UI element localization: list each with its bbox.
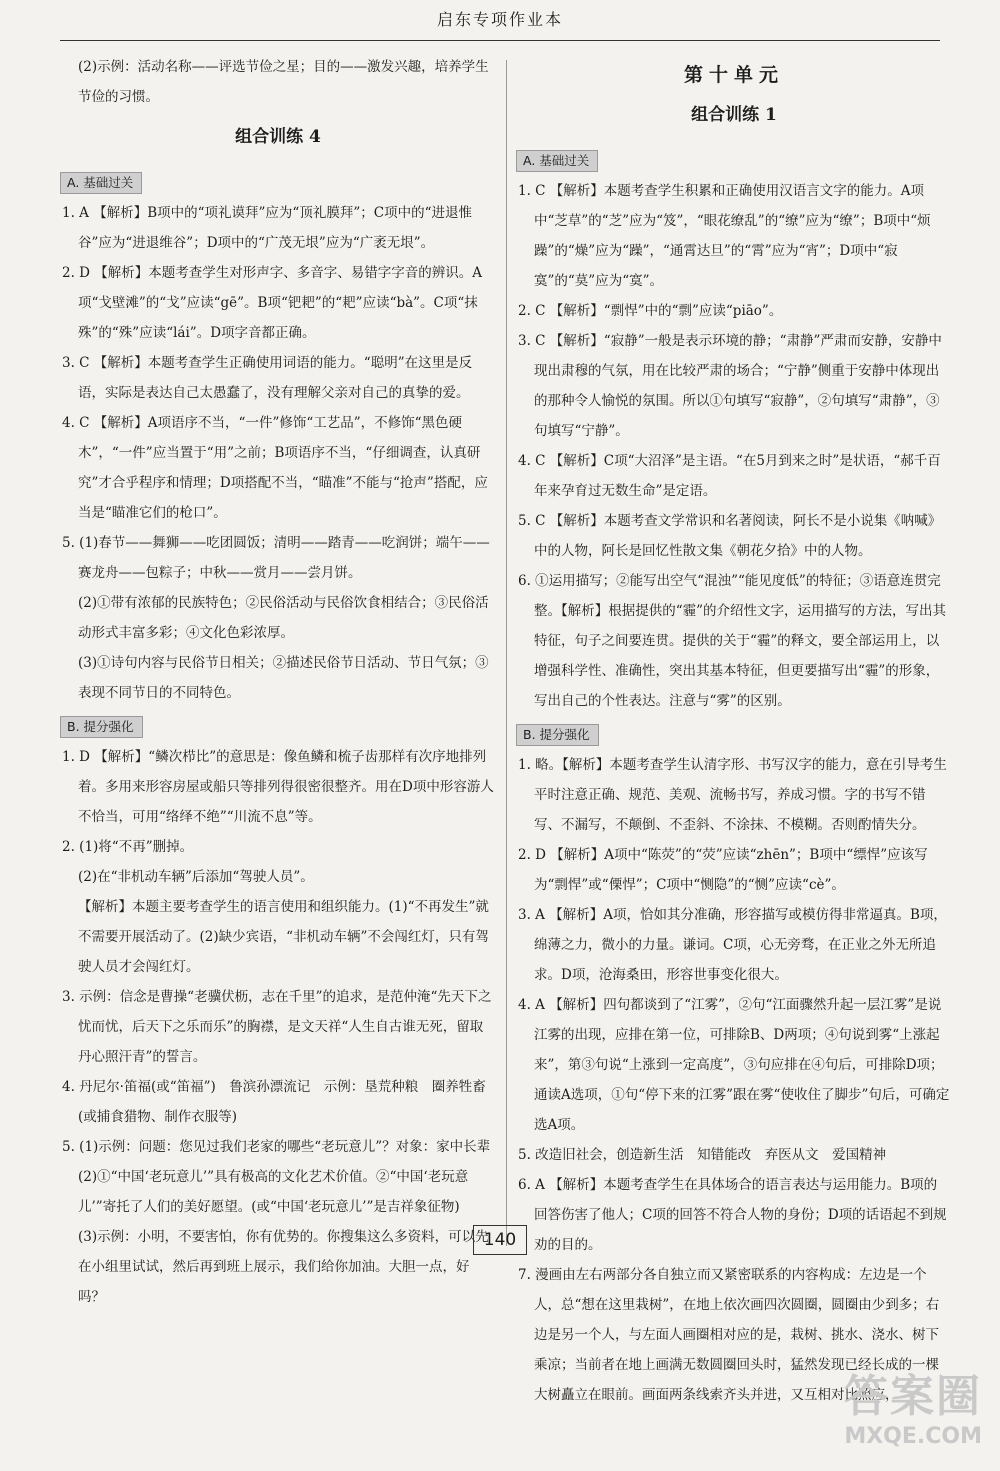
answer-item: 3. 示例：信念是曹操“老骥伏枥，志在千里”的追求，是范仲淹“先天下之忧而忧，后天下之乐而乐”的胸襟，是文天祥“人生自古谁无死，留取丹心照汗青”的誓言。	[62, 989, 492, 1065]
answer-item: 4. C 【解析】C项“大沼泽”是主语。“在5月到来之时”是状语，“郝千百年来孕育过无数生命”是定语。	[518, 453, 941, 499]
answer-item: 4. 丹尼尔·笛福(或“笛福”) 鲁滨孙漂流记 示例：垦荒种粮 圈养牲畜(或捕食猎物、制作衣服等)	[62, 1079, 486, 1125]
watermark-logo: 答案圈	[844, 1371, 982, 1422]
header-rule	[60, 40, 940, 41]
answer-item: 1. 略。【解析】本题考查学生认清字形、书写汉字的能力，意在引导考生平时注意正确、规范、美观、流畅书写，养成习惯。字的书写不错写、不漏写，不颠倒、不歪斜、不涂抹、不模糊。否则酌情失分。	[518, 757, 947, 833]
page-number: 140	[473, 1225, 527, 1255]
answer-analysis: 【解析】本题主要考查学生的语言使用和组织能力。(1)“不再发生”就不需要开展活动了。(2)缺少宾语，“非机动车辆”不会闯红灯，只有驾驶人员才会闯红灯。	[78, 899, 489, 975]
answer-item: 2. C 【解析】“剽悍”中的“剽”应读“piāo”。	[518, 303, 783, 319]
answer-item: 2. (1)将“不再”删掉。	[62, 839, 194, 855]
answer-item: 7. 漫画由左右两部分各自独立而又紧密联系的内容构成：左边是一个人，总“想在这里栽树”，在地上依次画四次圆圈，圆圈由少到多；右边是另一个人，与左面人画圈相对应的是，栽树、挑水、浇水、树下乘凉；当前者在地上画满无数圆圈回头时，猛然发现已经长成的一棵大树矗立在眼前。画面两条线索齐头并进，又互相对比照应，	[518, 1267, 940, 1403]
answer-item: 4. A 【解析】四句都谈到了“江雾”，②句“江面骤然升起一层江雾”是说江雾的出现，应排在第一位，可排除B、D两项；④句说到雾“上涨起来”，第③句说“上涨到一定高度”，③句应排在④句后，可排除D项；通读A选项，①句“停下来的江雾”跟在雾“使收住了脚步”句后，可确定选A项。	[518, 997, 950, 1133]
answer-item: 4. C 【解析】A项语序不当，“一件”修饰“工艺品”，不修饰“黑色硬木”，“一件”应当置于“用”之前；B项语序不当，“仔细调查，认真研究”才合乎程序和情理；D项搭配不当，“瞄准”不能与“抢声”搭配，应当是“瞄准它们的枪口”。	[62, 415, 488, 521]
intro-text: (2)示例：活动名称——评选节俭之星；目的——激发兴趣，培养学生节俭的习惯。	[78, 59, 489, 105]
answer-item: 1. A 【解析】B项中的“项礼谟拜”应为“顶礼膜拜”；C项中的“进退惟谷”应为“进退维谷”；D项中的“广茂无垠”应为“广袤无垠”。	[62, 205, 472, 251]
watermark-url: MXQE.COM	[844, 1424, 982, 1449]
answer-item: 3. A 【解析】A项，恰如其分准确，形容描写或模仿得非常逼真。B项，绵薄之力，微小的力量。谦词。C项，心无旁骛，在正业之外无所追求。D项，沧海桑田，形容世事变化很大。	[518, 907, 947, 983]
column-divider	[506, 60, 507, 1246]
watermark	[844, 1360, 982, 1449]
answer-item: 2. D 【解析】本题考查学生对形声字、多音字、易错字字音的辨识。A项“戈壁滩”的“戈”应读“gē”。B项“钯耙”的“耙”应读“bà”。C项“抹殊”的“殊”应读“lái”。D项字音都正确。	[62, 265, 483, 341]
answer-item: 6. A 【解析】本题考查学生在具体场合的语言表达与运用能力。B项的回答伤害了他人；C项的回答不符合人物的身份；D项的话语起不到规劝的目的。	[518, 1177, 947, 1253]
left-column	[62, 52, 494, 1312]
tag-basic-right: A. 基础过关	[516, 150, 598, 172]
tag-advanced-right: B. 提分强化	[516, 724, 599, 746]
answer-item: 3. C 【解析】本题考查学生正确使用词语的能力。“聪明”在这里是反语，实际是表达自己太愚蠢了，没有理解父亲对自己的真挚的爱。	[62, 355, 473, 401]
answer-item: 5. 改造旧社会，创造新生活 知错能改 弃医从文 爱国精神	[518, 1147, 887, 1163]
page-footer	[0, 1225, 1000, 1255]
answer-sub: (3)示例：小明，不要害怕，你有优势的。你搜集这么多资料，可以先在小组里试试，然后再到班上展示，我们给你加油。大胆一点，好吗？	[78, 1229, 489, 1305]
answer-item: 6. ①运用描写；②能写出空气“混浊”“能见度低”的特征；③语意连贯完整。【解析】根据提供的“霾”的介绍性文字，运用描写的方法，写出其特征，句子之间要连贯。提供的关于“霾”的释文，要全部运用上，以增强科学性、准确性，突出其基本特征，但更要描写出“霾”的形象，写出自己的个性表达。注意与“雾”的区别。	[518, 573, 947, 709]
right-column	[518, 52, 950, 1410]
answer-item: 5. (1)春节——舞狮——吃团圆饭；清明——踏青——吃润饼；端午——赛龙舟——包粽子；中秋——赏月——尝月饼。	[62, 535, 490, 581]
header-title: 启东专项作业本	[436, 10, 563, 29]
answer-sub: (3)①诗句内容与民俗节日相关；②描述民俗节日活动、节日气氛；③表现不同节日的不同特色。	[78, 655, 489, 701]
answer-item: 3. C 【解析】“寂静”一般是表示环境的静；“肃静”严肃而安静，安静中现出肃穆的气氛，用在比较严肃的场合；“宁静”侧重于安静中体现出的那种令人愉悦的氛围。所以①句填写“寂静”，②句填写“肃静”，③句填写“宁静”。	[518, 333, 942, 439]
unit-title: 第十单元	[683, 64, 784, 86]
answer-item: 5. (1)示例：问题：您见过我们老家的哪些“老玩意儿”？对象：家中长辈	[62, 1139, 491, 1155]
answer-item: 2. D 【解析】A项中“陈荧”的“荧”应读“zhēn”；B项中“缥悍”应该写为“剽悍”或“傈悍”；C项中“恻隐”的“恻”应读“cè”。	[518, 847, 928, 893]
answer-sub: (2)①带有浓郁的民族特色；②民俗活动与民俗饮食相结合；③民俗活动形式丰富多彩；④文化色彩浓厚。	[78, 595, 489, 641]
answer-sub: (2)在“非机动车辆”后添加“驾驶人员”。	[78, 869, 314, 885]
tag-advanced-left: B. 提分强化	[60, 716, 143, 738]
answer-item: 5. C 【解析】本题考查文学常识和名著阅读，阿长不是小说集《呐喊》中的人物，阿长是回忆性散文集《朝花夕拾》中的人物。	[518, 513, 942, 559]
answer-item: 1. D 【解析】“鳞次栉比”的意思是：像鱼鳞和梳子齿那样有次序地排列着。多用来形容房屋或船只等排列得很密很整齐。用在D项中形容游人不恰当，可用“络绎不绝”“川流不息”等。	[62, 749, 494, 825]
tag-basic-left: A. 基础过关	[60, 172, 142, 194]
answer-sub: (2)①“中国‘老玩意儿’”具有极高的文化艺术价值。②“中国‘老玩意儿’”寄托了人们的美好愿望。(或“中国‘老玩意儿’”是吉祥象征物)	[78, 1169, 469, 1215]
section-title-left: 组合训练 4	[235, 127, 321, 147]
section-title-right: 组合训练 1	[691, 105, 777, 125]
answer-item: 1. C 【解析】本题考查学生积累和正确使用汉语言文字的能力。A项中“芝草”的“芝”应为“笈”，“眼花缭乱”的“缭”应为“缭”；B项中“烦躁”的“燥”应为“躁”，“通霄达旦”的“霄”应为“宵”；D项中“寂寞”的“莫”应为“寞”。	[518, 183, 931, 289]
running-header	[0, 0, 1000, 44]
